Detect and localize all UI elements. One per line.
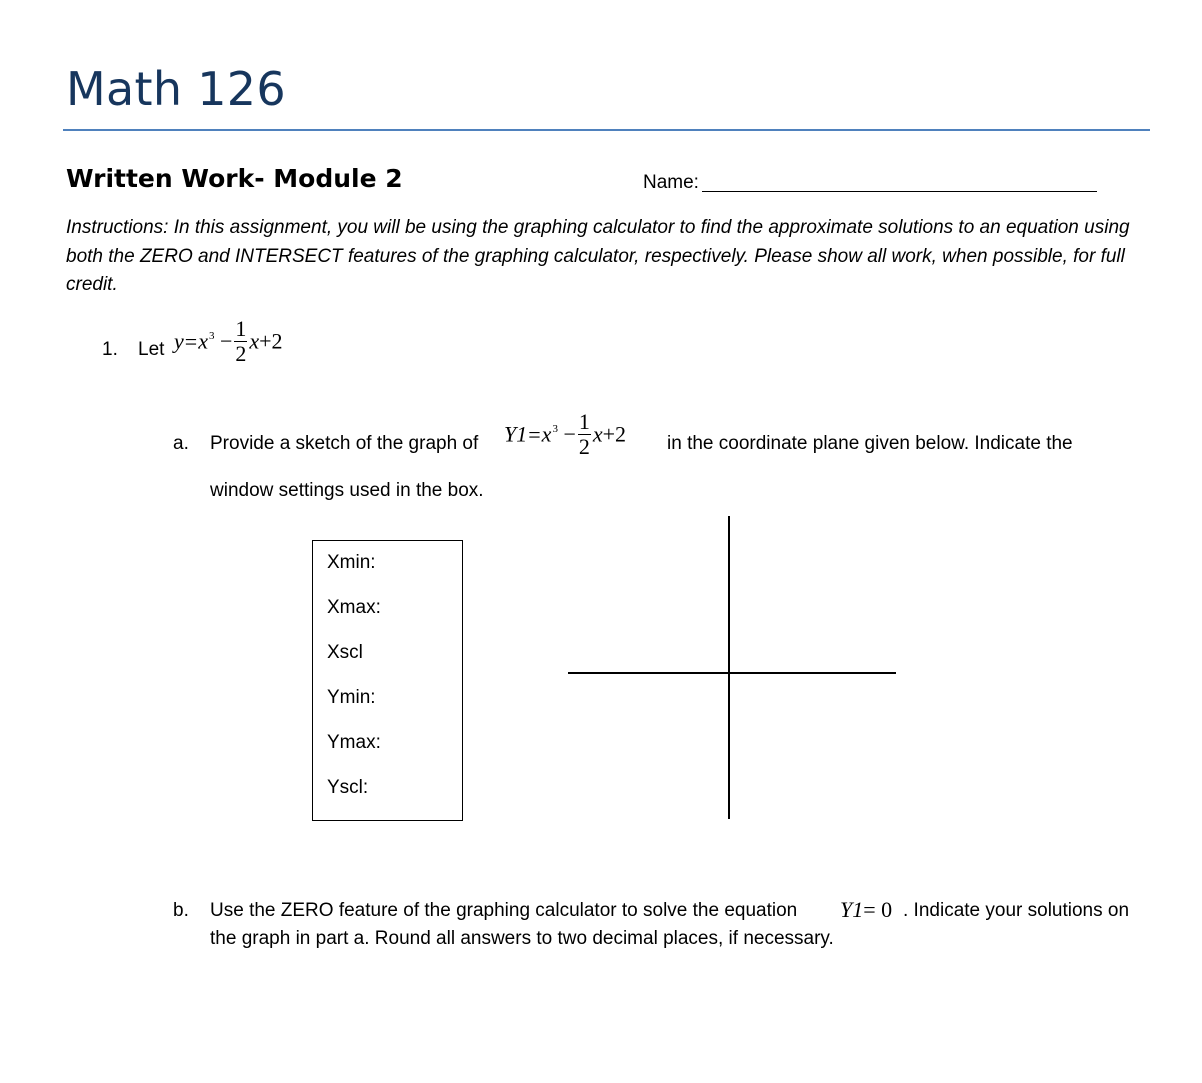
y-axis-line	[728, 516, 730, 819]
part-a-x-cubed-base: x	[541, 421, 552, 447]
part-a-fraction-numerator: 1	[578, 409, 590, 434]
part-b-text-before: Use the ZERO feature of the graphing calculator to solve the equation	[210, 900, 798, 921]
eq-exponent: 3	[208, 329, 215, 342]
part-a-text-after: in the coordinate plane given below. Indicate the	[667, 433, 1073, 454]
window-xmax-label: Xmax:	[327, 597, 381, 618]
part-a-plus-const: +2	[602, 421, 627, 447]
window-xscl-label: Xscl	[327, 642, 363, 663]
part-a-x: x	[592, 421, 603, 447]
instructions-text: Instructions: In this assignment, you will be using the graphing calculator to find the approximate solutions to an equation using both the ZERO and INTERSECT features of the graphing calculator, respectively. Please show all work, when possible, for full credit.	[66, 217, 1130, 295]
part-b-equation	[840, 897, 892, 923]
part-b-text-line2: the graph in part a. Round all answers to two decimal places, if necessary.	[210, 928, 834, 949]
problem-let-label: Let	[138, 339, 165, 360]
eq-plus-const: +2	[259, 328, 283, 354]
part-b-letter: b.	[173, 900, 189, 921]
window-ymin-label: Ymin:	[327, 687, 376, 708]
window-ymax-label: Ymax:	[327, 732, 381, 753]
eq-x-cubed-base: x	[198, 328, 208, 354]
part-a-equation	[504, 409, 627, 460]
window-yscl-label: Yscl:	[327, 777, 369, 798]
part-a-y1: Y1	[504, 421, 528, 447]
eq-fraction-numerator: 1	[235, 316, 247, 341]
part-b-y1: Y1	[840, 897, 864, 922]
eq-y: y	[174, 328, 184, 354]
title-divider	[63, 129, 1150, 131]
eq-x: x	[249, 328, 260, 354]
problem-number: 1.	[102, 339, 118, 360]
part-a-letter: a.	[173, 433, 189, 454]
part-a-fraction-denominator: 2	[578, 434, 590, 459]
part-a-exponent: 3	[552, 422, 558, 435]
name-blank-line	[702, 191, 1097, 192]
part-b-eq-zero: = 0	[863, 897, 893, 922]
part-a-text-line2: window settings used in the box.	[210, 480, 484, 501]
eq-minus: −	[219, 328, 233, 354]
problem-equation	[174, 316, 283, 367]
part-a-fraction	[578, 411, 591, 458]
assignment-title: Written Work- Module 2	[66, 164, 403, 193]
eq-fraction	[234, 318, 247, 365]
course-title: Math 126	[66, 62, 286, 116]
part-a-minus: −	[563, 421, 576, 447]
part-a-equals: =	[528, 421, 541, 447]
part-a-text-before: Provide a sketch of the graph of	[210, 433, 479, 454]
eq-fraction-denominator: 2	[235, 341, 247, 366]
x-axis-line	[568, 672, 896, 674]
name-label: Name:	[643, 172, 699, 193]
part-b-text-after: . Indicate your solutions on	[903, 900, 1130, 921]
eq-equals: =	[184, 328, 198, 354]
window-xmin-label: Xmin:	[327, 552, 376, 573]
